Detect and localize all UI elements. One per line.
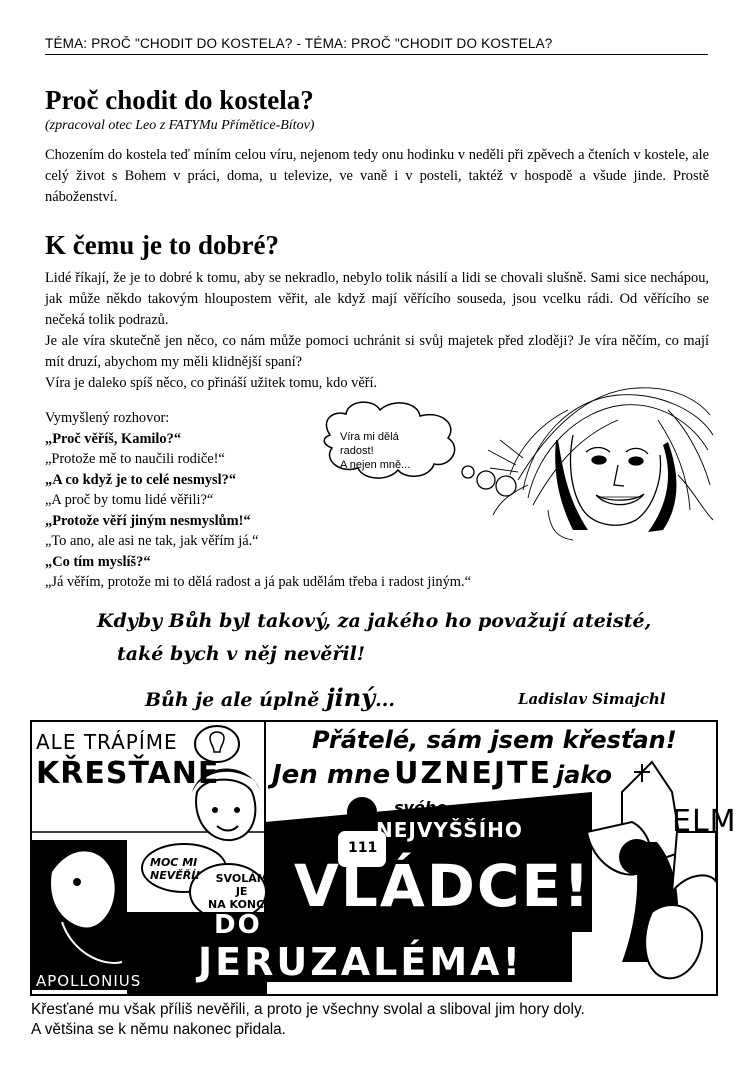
- comic-text-svoho: svého...: [394, 798, 466, 817]
- comic-badge-number: 111: [348, 840, 378, 856]
- comic-caption: Křesťané mu však příliš nevěřili, a proto je všechny svolal a sliboval jim hory doly. A většina se k němu nakonec přidala.: [31, 1001, 585, 1038]
- thought-bubble-text: Víra mi dělá radost! A nejen mně...: [340, 431, 411, 471]
- comic-text-jeruzalema: JERUZALÉMA!: [198, 940, 523, 984]
- dialog-line: „Co tím myslíš?“: [45, 553, 151, 570]
- comic-text-do: DO: [214, 910, 262, 940]
- quote-line-3: Bůh je ale úplně jiný...: [145, 683, 396, 712]
- quote-line-1: Kdyby Bůh byl takový, za jakého ho považují ateisté,: [97, 610, 652, 632]
- quote-author: Ladislav Simajchl: [518, 690, 666, 708]
- section-paragraph-3: Víra je daleko spíš něco, co přináší užitek tomu, kdo věří.: [45, 375, 378, 391]
- dialog-line: „Protože věří jiným nesmyslům!“: [45, 512, 251, 529]
- article-title: Proč chodit do kostela?: [45, 85, 314, 115]
- quote-line-2: také bych v něj nevěřil!: [117, 643, 366, 665]
- comic-headline-1: Přátelé, sám jsem křesťan!: [312, 726, 677, 754]
- comic-text-side: ELM: [672, 804, 737, 839]
- comic-strip: [30, 720, 737, 996]
- comic-text-vladce: VLÁDCE!: [294, 852, 592, 920]
- section-paragraph-2: Je ale víra skutečně jen něco, co nám může pomoci uchránit si svůj majetek před zloději? Je víra něčím, co mají mít druzí, abychom my měli klidnější spaní?: [45, 333, 709, 370]
- comic-text-nejvyssiho: NEJVYŠŠÍHO: [376, 818, 523, 842]
- dialog-line: „Proč věříš, Kamilo?“: [45, 430, 182, 447]
- dialog-line: „A proč by tomu lidé věřili?“: [45, 492, 214, 508]
- comic-headline-2: Jen mne UZNEJTE jako: [272, 756, 612, 791]
- dialog-line: „Já věřím, protože mi to dělá radost a já pak udělám třeba i radost jiným.“: [45, 574, 471, 590]
- section-title: K čemu je to dobré?: [45, 230, 279, 260]
- dialog-line: „Protože mě to naučili rodiče!“: [45, 451, 225, 467]
- dialog-line: „To ano, ale asi ne tak, jak věřím já.“: [45, 533, 259, 549]
- comic-text-top-left-2: KŘESŤANE: [36, 756, 220, 791]
- section-paragraph-1: Lidé říkají, že je to dobré k tomu, aby se nekradlo, nebylo tolik násilí a lidi se chovali slušně. Sami sice nechápou, jak může někdo takovým hloupostem věřit, ale když mají věřícího souseda, jsou vcelku rádi. Od věřícího se nečeká tolik podrazů.: [45, 270, 709, 328]
- comic-bubble-1: MOC MI NEVĚŘÍ!: [150, 856, 201, 882]
- dialog-label: Vymyšlený rozhovor:: [45, 410, 170, 426]
- comic-signature: APOLLONIUS: [36, 972, 142, 990]
- dialog-line: „A co když je to celé nesmysl?“: [45, 471, 237, 488]
- comic-text-top-left-1: ALE TRÁPÍME: [36, 730, 178, 754]
- intro-paragraph: Chozením do kostela teď míním celou víru, nejenom tedy onu hodinku v neděli při zpěvech a čteních v kostele, ale celý život s Bohem v práci, doma, u televize, ve vaně i v posteli, taktéž v hospodě a všude jinde. Prostě náboženství.: [45, 147, 709, 205]
- article-subtitle: (zpracoval otec Leo z FATYMu Přímětice-Bítov): [45, 118, 315, 133]
- running-header: TÉMA: PROČ "CHODIT DO KOSTELA? - TÉMA: PROČ "CHODIT DO KOSTELA?: [45, 36, 708, 55]
- comic-bubble-2: SVOLÁM JE NA KONCIL: [208, 872, 276, 911]
